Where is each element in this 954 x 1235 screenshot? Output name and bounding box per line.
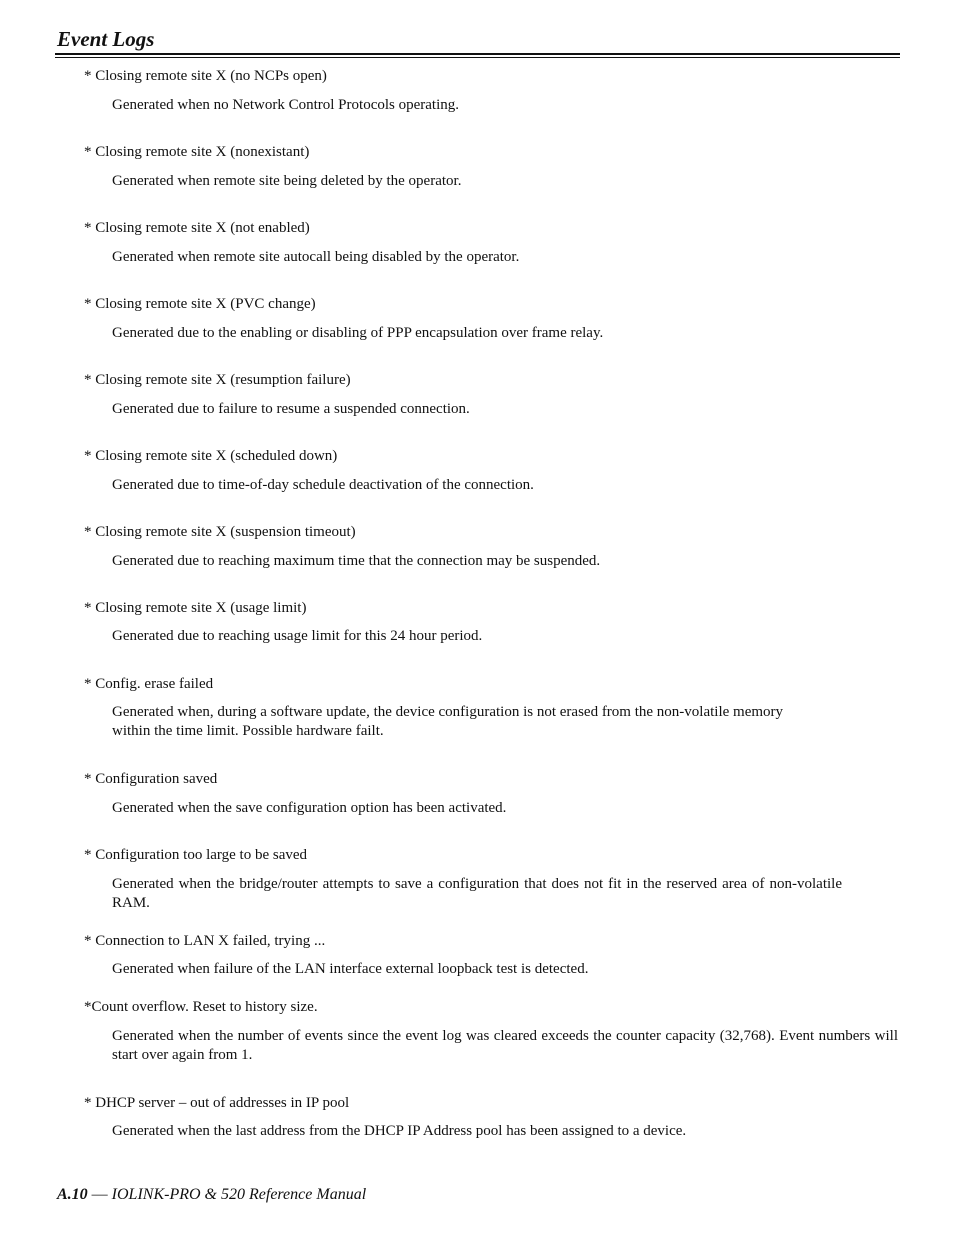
entry-title: * Configuration saved (84, 771, 218, 787)
header-rule-thin (55, 57, 900, 58)
entry-description: Generated due to time-of-day schedule deactivation of the connection. (112, 477, 534, 493)
entry-title: * Closing remote site X (PVC change) (84, 296, 316, 312)
entry-description: Generated due to reaching maximum time that the connection may be suspended. (112, 553, 601, 569)
entry-title: * Configuration too large to be saved (84, 847, 308, 863)
entry-description: Generated when the number of events since the event log was cleared exceeds the counter capacity (32,768). Event numbers will start over again from 1. (112, 1028, 898, 1063)
entry-title: * Closing remote site X (scheduled down) (84, 448, 338, 464)
manual-title: IOLINK-PRO & 520 Reference Manual (111, 1186, 367, 1203)
entry-description: Generated when the bridge/router attempts to save a configuration that does not fit in the reserved area of non-volatile RAM. (112, 876, 842, 911)
entry-title: * Closing remote site X (suspension timeout) (84, 524, 356, 540)
footer-separator: — (87, 1186, 112, 1203)
entry-description: Generated when remote site being deleted by the operator. (112, 173, 462, 189)
header-rule-thick (55, 53, 900, 55)
entry-description: Generated when the last address from the DHCP IP Address pool has been assigned to a device. (112, 1123, 687, 1139)
entry-title: * DHCP server – out of addresses in IP pool (84, 1095, 350, 1111)
entry-description: Generated due to failure to resume a suspended connection. (112, 401, 470, 417)
entry-title: *Count overflow. Reset to history size. (84, 999, 318, 1015)
page-header-title: Event Logs (57, 27, 155, 51)
entry-description: Generated when remote site autocall being disabled by the operator. (112, 249, 520, 265)
page-number: A.10 (57, 1186, 88, 1203)
entry-title: * Closing remote site X (nonexistant) (84, 144, 310, 160)
entry-description: Generated when no Network Control Protocols operating. (112, 97, 459, 113)
entry-title: * Connection to LAN X failed, trying ... (84, 933, 326, 949)
entry-description: Generated when the save configuration option has been activated. (112, 800, 507, 816)
entry-title: * Closing remote site X (resumption failure) (84, 372, 351, 388)
entry-title: * Closing remote site X (usage limit) (84, 600, 307, 616)
entry-description: Generated when, during a software update, the device configuration is not erased from the non-volatile memory within the time limit. Possible hardware failt. (112, 704, 784, 739)
entry-description: Generated due to reaching usage limit for this 24 hour period. (112, 628, 483, 644)
entry-description: Generated due to the enabling or disabling of PPP encapsulation over frame relay. (112, 325, 604, 341)
page-footer (57, 1185, 366, 1205)
entry-title: * Closing remote site X (no NCPs open) (84, 68, 327, 84)
entry-title: * Config. erase failed (84, 676, 214, 692)
entry-title: * Closing remote site X (not enabled) (84, 220, 310, 236)
entry-description: Generated when failure of the LAN interface external loopback test is detected. (112, 961, 589, 977)
